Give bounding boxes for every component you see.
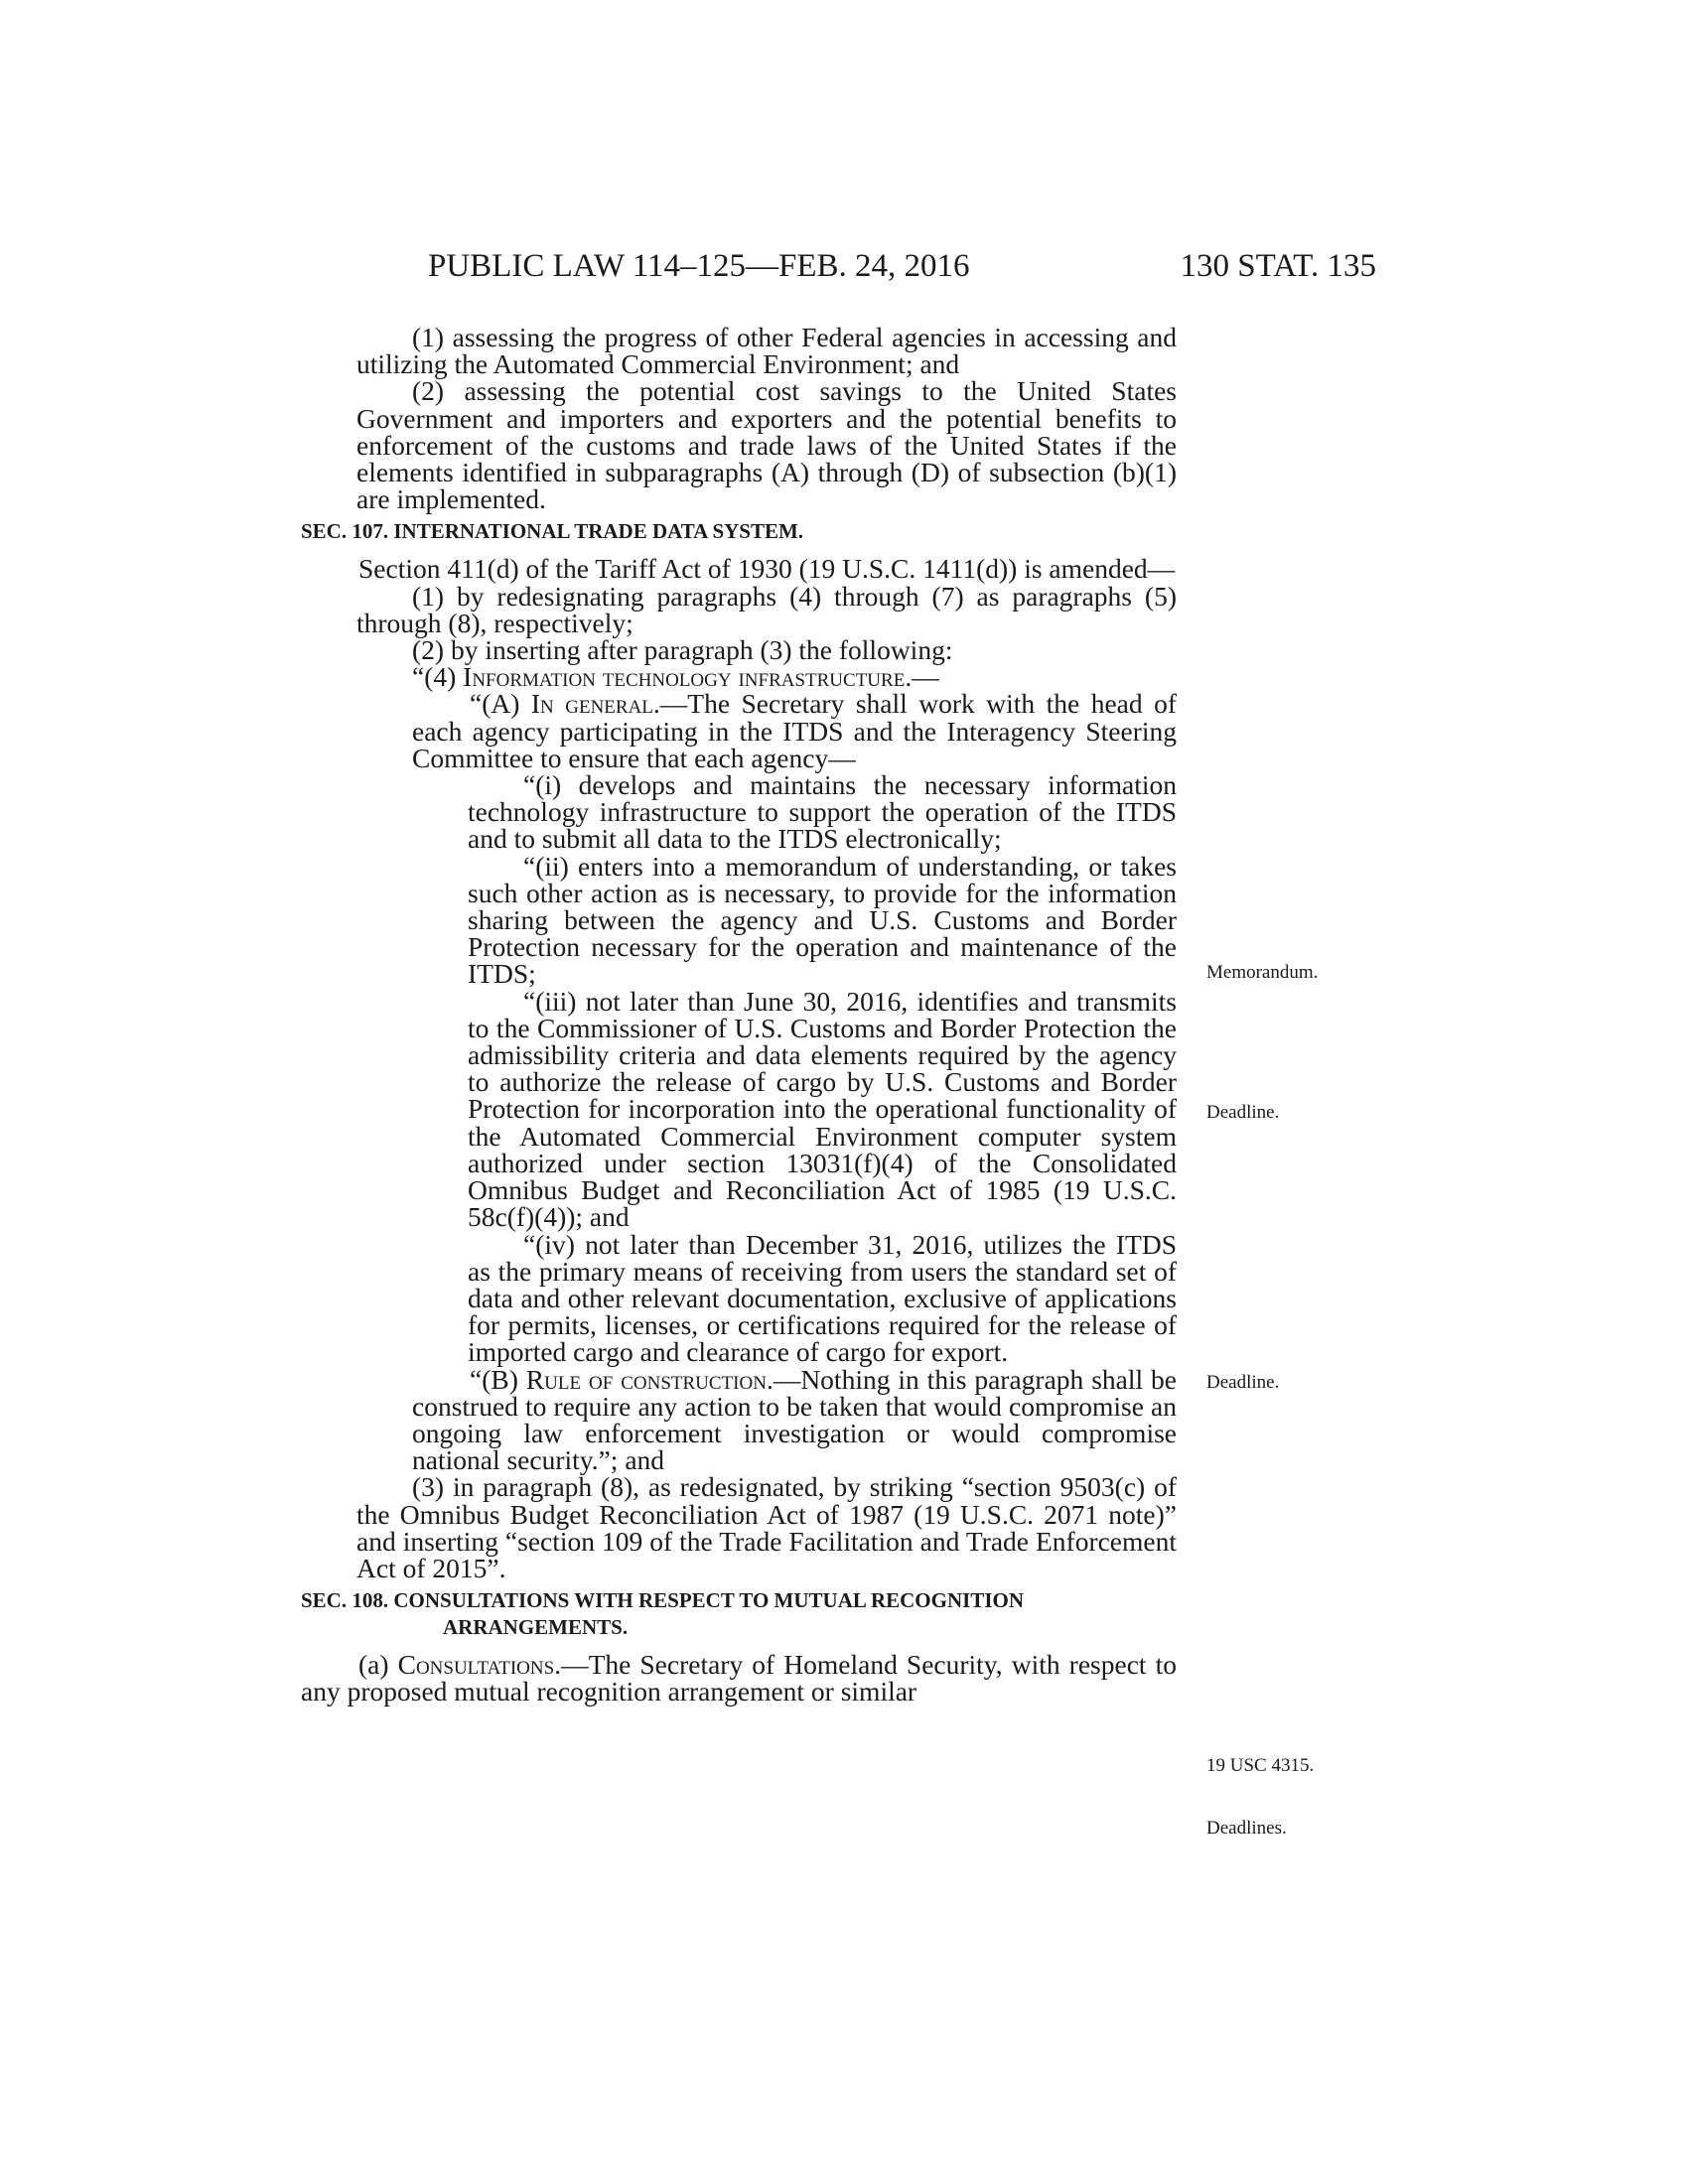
subparagraph-a-title: In general [530, 688, 653, 720]
margin-note-deadline-2: Deadline. [1206, 1372, 1280, 1393]
paragraph-4-heading [301, 661, 1177, 693]
subsection-a-consultations [301, 1651, 1177, 1705]
margin-note-memorandum: Memorandum. [1206, 962, 1319, 983]
subparagraph-b-rule-of-construction [301, 1363, 1178, 1476]
section-411d-amendment-intro: Section 411(d) of the Tariff Act of 1930 (19 U.S.C. 1411(d)) is amended— [358, 553, 1176, 585]
subsection-a-text: .—The Secretary of Homeland Security, with respect to any proposed mutual recognition arrangement or similar [301, 1649, 1178, 1707]
section-107-heading: SEC. 107. INTERNATIONAL TRADE DATA SYSTEM. [301, 519, 804, 544]
clause-iii: “(iii) not later than June 30, 2016, identifies and transmits to the Commissioner of U.S. Customs and Border Protection the admissibility criteria and data elements required by the agency to authorize the release of cargo by U.S. Customs and Border Protection for incorporation into the operational functionality of the Automated Commercial Environment computer system authorized under section 13031(f)(4) of the Consolidated Omnibus Budget and Reconciliation Act of 1985 (19 U.S.C. 58c(f)(4)); and [468, 985, 1177, 1233]
subparagraph-a-number: “(A) [470, 688, 531, 720]
subsection-a-title: Consultations [397, 1649, 555, 1681]
statute-page-number: 130 STAT. 135 [1180, 248, 1376, 284]
clause-ii: “(ii) enters into a memorandum of understanding, or takes such other action as is necessary, to provide for the information sharing between the agency and U.S. Customs and Border Protection necessary for the operation and maintenance of the ITDS; [468, 850, 1177, 990]
subparagraph-a-text: .—The Secretary shall work with the head of each agency participating in the ITDS and the Interagency Steering Committee to ensure that each agency— [412, 688, 1177, 773]
subparagraph-b-number: “(B) [470, 1363, 526, 1395]
paragraph-1-assessing-progress: (1) assessing the progress of other Federal agencies in accessing and utilizing the Automated Commercial Environment; and [356, 322, 1177, 380]
paragraph-4-title: Information technology infrastructure [463, 661, 906, 693]
public-law-citation: PUBLIC LAW 114–125—FEB. 24, 2016 [428, 248, 970, 284]
page-header [301, 246, 1376, 286]
document-body [301, 324, 1177, 1706]
clause-i: “(i) develops and maintains the necessary information technology infrastructure to support the operation of the ITDS and to submit all data to the ITDS electronically; [468, 769, 1177, 855]
subparagraph-b-text: .—Nothing in this paragraph shall be construed to require any action to be taken that would compromise an ongoing law enforcement investigation or would compromise national security.”; and [412, 1363, 1178, 1476]
subparagraph-a-in-general [301, 690, 1177, 771]
section-108-heading: SEC. 108. CONSULTATIONS WITH RESPECT TO MUTUAL RECOGNITION ARRANGEMENTS. [301, 1588, 1024, 1640]
clause-iv: “(iv) not later than December 31, 2016, utilizes the ITDS as the primary means of receiving from users the standard set of data and other relevant documentation, exclusive of applications for permits, licenses, or certifications required for the release of imported cargo and clearance of cargo for export. [468, 1228, 1177, 1368]
paragraph-4-number: “(4) [412, 661, 464, 693]
subsection-a-number: (a) [358, 1649, 398, 1681]
amendment-item-2: (2) by inserting after paragraph (3) the following: [412, 634, 953, 666]
margin-note-deadline-1: Deadline. [1206, 1102, 1280, 1123]
margin-note-usc-citation: 19 USC 4315. [1206, 1755, 1315, 1776]
subparagraph-b-title: Rule of construction [525, 1363, 767, 1395]
paragraph-2-cost-savings: (2) assessing the potential cost savings to the United States Government and importers and exporters and the potential benefits to enforcement of the customs and trade laws of the United States if the elements identified in subparagraphs (A) through (D) of subsection (b)(1) are implemented. [356, 375, 1177, 515]
amendment-item-1: (1) by redesignating paragraphs (4) through (7) as paragraphs (5) through (8), respectively; [356, 580, 1177, 638]
paragraph-4-dash: .— [905, 661, 939, 693]
margin-note-deadlines: Deadlines. [1206, 1818, 1287, 1839]
amendment-item-3: (3) in paragraph (8), as redesignated, by striking “section 9503(c) of the Omnibus Budget Reconciliation Act of 1987 (19 U.S.C. 2071 note)” and inserting “section 109 of the Trade Facilitation and Trade Enforcement Act of 2015”. [356, 1471, 1177, 1583]
